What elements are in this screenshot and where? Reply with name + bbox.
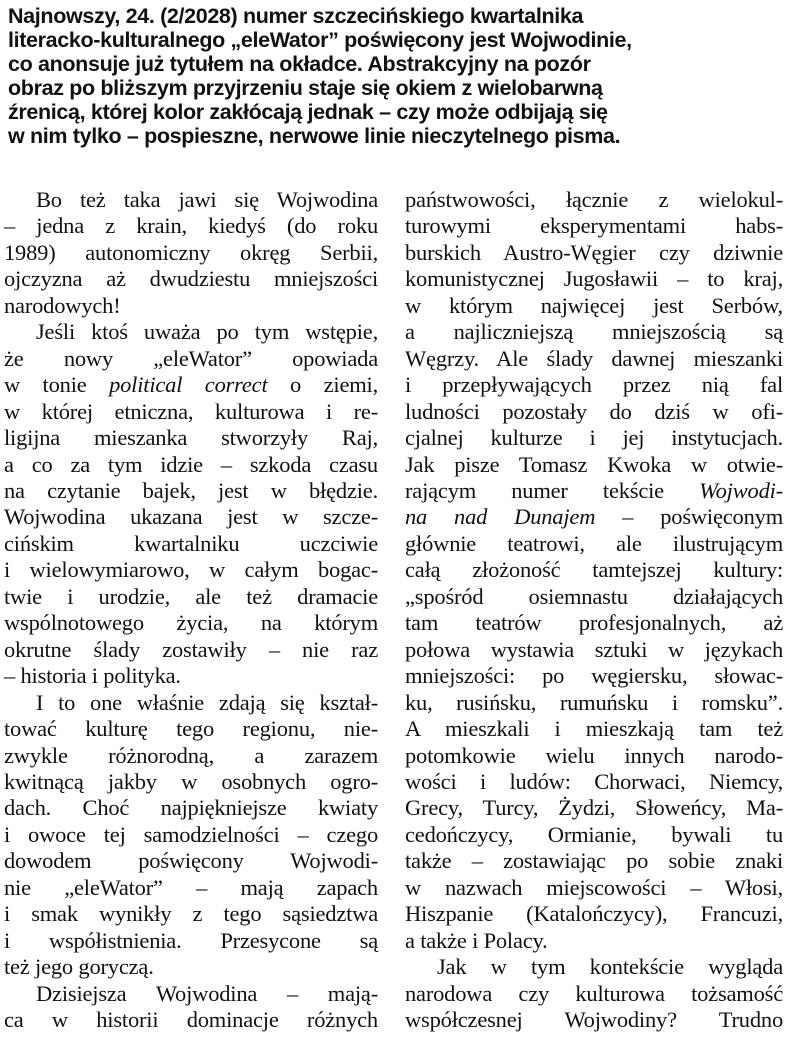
body-line: ca w historii dominacje różnych [4, 1007, 378, 1033]
body-line: cjalnej kulturze i jej instytucjach. [405, 425, 783, 451]
body-line: współczesnej Wojwodiny? Trudno [405, 1007, 783, 1033]
body-line: że nowy „eleWator” opowiada [4, 345, 378, 371]
body-line: państwowości, łącznie z wielokul- [405, 187, 783, 212]
body-line: „spośród osiemnastu działających [405, 583, 783, 609]
body-line: tować kulturę tego regionu, nie- [4, 716, 378, 742]
body-line: 1989) autonomiczny okręg Serbii, [4, 239, 378, 265]
body-line: głównie teatrowi, ale ilustrującym [405, 530, 783, 556]
body-line: a najliczniejszą mniejszością są [405, 319, 783, 345]
body-line: komunistycznej Jugosławii – to kraj, [405, 266, 783, 292]
body-line: w którym najwięcej jest Serbów, [405, 292, 783, 318]
body-line: rającym numer tekście Wojwodi- [405, 477, 783, 503]
article-left-column [4, 187, 378, 1034]
body-line: burskich Austro-Węgier czy dziwnie [405, 239, 783, 265]
lead-line: Najnowszy, 24. (2/2028) numer szczecińskiego kwartalnika [8, 4, 584, 28]
body-line: cedończycy, Ormianie, bywali tu [405, 821, 783, 847]
body-line: i owoce tej samodzielności – czego [4, 821, 378, 847]
body-line: cińskim kwartalniku uczciwie [4, 530, 378, 556]
lead-line: w nim tylko – pospieszne, nerwowe linie nieczytelnego pisma. [8, 124, 621, 148]
lead-paragraph [8, 4, 780, 148]
body-line: turowymi eksperymentami habs- [405, 213, 783, 239]
body-line: na nad Dunajem – poświęconym [405, 504, 783, 530]
body-line: – jedna z krain, kiedyś (do roku [4, 213, 378, 239]
body-line: nie „eleWator” – mają zapach [4, 874, 378, 900]
body-line: ligijna mieszanka stworzyły Raj, [4, 425, 378, 451]
body-line: także – zostawiając po sobie znaki [405, 848, 783, 874]
article-right-column [405, 187, 783, 1034]
body-line: Bo też taka jawi się Wojwodina [36, 187, 378, 212]
body-line: zwykle różnorodną, a zarazem [4, 742, 378, 768]
body-line: mniejszości: po węgiersku, słowac- [405, 663, 783, 689]
body-line: kwitnącą jakby w osobnych ogro- [4, 768, 378, 794]
lead-line: co anonsuje już tytułem na okładce. Abstrakcyjny na pozór [8, 52, 591, 76]
body-line: całą złożoność tamtejszej kultury: [405, 557, 783, 583]
lead-line: literacko-kulturalnego „eleWator” poświęcony jest Wojwodinie, [8, 28, 632, 52]
body-line: w nazwach miejscowości – Włosi, [405, 874, 783, 900]
body-line: wspólnotowego życia, na którym [4, 610, 378, 636]
lead-line: źrenicą, której kolor zakłócają jednak – czy może odbijają się [8, 100, 608, 124]
body-line: wości i ludów: Chorwaci, Niemcy, [405, 768, 783, 794]
body-line: Dzisiejsza Wojwodina – mają- [36, 980, 378, 1006]
body-line: w tonie political correct o ziemi, [4, 372, 379, 398]
body-line: a także i Polacy. [405, 927, 548, 953]
lead-line: obraz po bliższym przyjrzeniu staje się okiem z wielobarwną [8, 76, 603, 100]
body-line: Jak pisze Tomasz Kwoka w otwie- [405, 451, 783, 477]
body-line: Hiszpanie (Katalończycy), Francuzi, [405, 901, 783, 927]
body-line: A mieszkali i mieszkają tam też [405, 716, 783, 742]
body-line: i wielowymiarowo, w całym bogac- [4, 557, 378, 583]
body-line: i smak wynikły z tego sąsiedztwa [4, 901, 378, 927]
body-line: Jeśli ktoś uważa po tym wstępie, [36, 319, 378, 345]
body-line: na czytanie bajek, jest w błędzie. [4, 477, 378, 503]
body-line: ludności pozostały do dziś w ofi- [405, 398, 783, 424]
body-line: a co za tym idzie – szkoda czasu [4, 451, 378, 477]
body-line: Jak w tym kontekście wygląda [437, 954, 783, 980]
body-line: dowodem poświęcony Wojwodi- [4, 848, 378, 874]
body-line: Grecy, Turcy, Żydzi, Słoweńcy, Ma- [405, 795, 783, 821]
body-line: dach. Choć najpiękniejsze kwiaty [4, 795, 378, 821]
body-line: też jego goryczą. [4, 954, 154, 980]
body-line: Węgrzy. Ale ślady dawnej mieszanki [405, 345, 783, 371]
body-line: w której etniczna, kulturowa i re- [4, 398, 378, 424]
body-line: i współistnienia. Przesycone są [4, 927, 378, 953]
body-line: i przepływających przez nią fal [405, 372, 783, 398]
body-line: – historia i polityka. [4, 663, 181, 689]
body-line: ku, rusińsku, rumuńsku i romsku”. [405, 689, 783, 715]
body-line: tam teatrów profesjonalnych, aż [405, 610, 783, 636]
body-line: ojczyzna aż dwudziestu mniejszości [4, 266, 378, 292]
body-line: Wojwodina ukazana jest w szcze- [4, 504, 378, 530]
body-line: okrutne ślady zostawiły – nie raz [4, 636, 378, 662]
body-line: połowa wystawia sztuki w językach [405, 636, 783, 662]
body-line: potomkowie wielu innych narodo- [405, 742, 783, 768]
body-line: twie i urodzie, ale też dramacie [4, 583, 378, 609]
body-line: narodowa czy kulturowa tożsamość [405, 980, 783, 1006]
body-line: narodowych! [4, 292, 121, 318]
body-line: I to one właśnie zdają się kształ- [36, 689, 378, 715]
